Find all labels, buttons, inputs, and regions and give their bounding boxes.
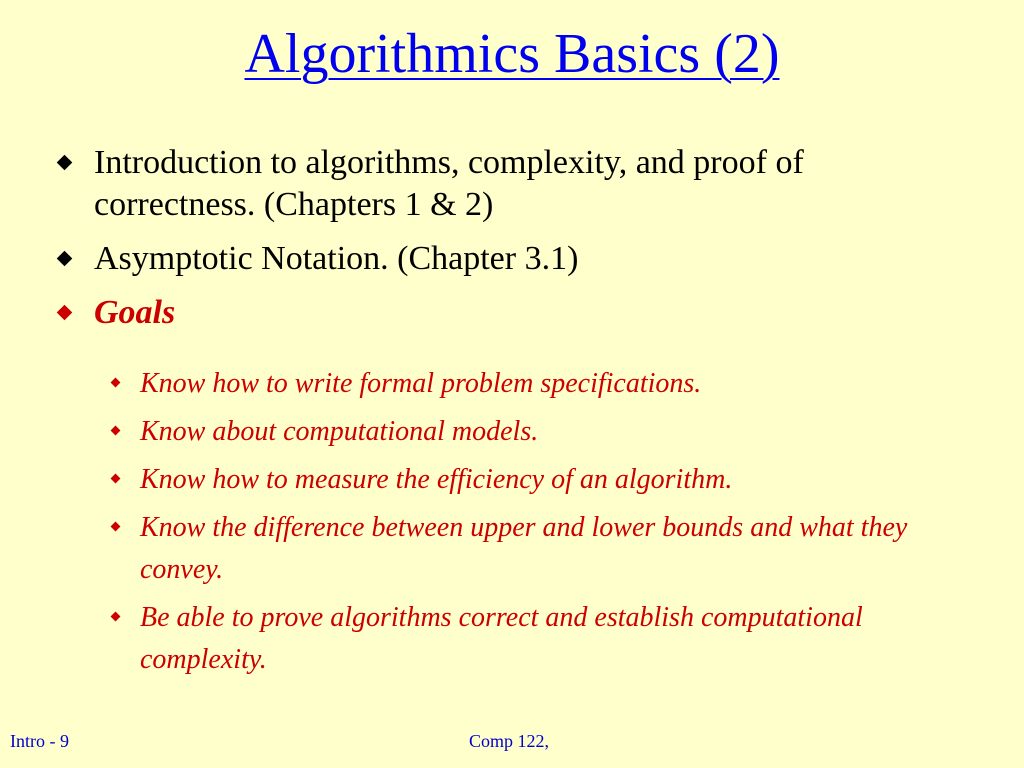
diamond-bullet-icon (111, 474, 121, 484)
goal-item (108, 507, 948, 591)
diamond-bullet-icon (57, 251, 73, 267)
goals-sub-list (108, 363, 948, 687)
slide-title: Algorithmics Basics (2) (244, 23, 780, 85)
goal-item (108, 411, 948, 453)
bullet-item-introduction (56, 142, 956, 226)
bullet-text: Introduction to algorithms, complexity, and proof of correctness. (Chapters 1 & 2) (94, 144, 804, 223)
footer-course: Comp 122, (469, 731, 550, 751)
bullet-item-asymptotic-notation (56, 238, 956, 280)
goal-item (108, 363, 948, 405)
goal-item (108, 459, 948, 501)
diamond-bullet-icon (57, 155, 73, 171)
goal-text: Know the difference between upper and lower bounds and what they convey. (140, 512, 908, 585)
diamond-bullet-icon (57, 305, 73, 321)
footer-slide-number: Intro - 9 (10, 731, 69, 751)
goal-text: Know how to write formal problem specifications. (140, 368, 702, 399)
goal-text: Know how to measure the efficiency of an algorithm. (140, 464, 733, 495)
main-bullet-list (56, 142, 956, 348)
diamond-bullet-icon (111, 378, 121, 388)
goal-item (108, 597, 948, 681)
bullet-text: Asymptotic Notation. (Chapter 3.1) (94, 240, 579, 277)
diamond-bullet-icon (111, 426, 121, 436)
goal-text: Know about computational models. (140, 416, 539, 447)
goal-text: Be able to prove algorithms correct and establish computational complexity. (140, 602, 863, 675)
diamond-bullet-icon (111, 612, 121, 622)
bullet-text: Goals (94, 294, 176, 331)
diamond-bullet-icon (111, 522, 121, 532)
bullet-item-goals (56, 292, 956, 334)
